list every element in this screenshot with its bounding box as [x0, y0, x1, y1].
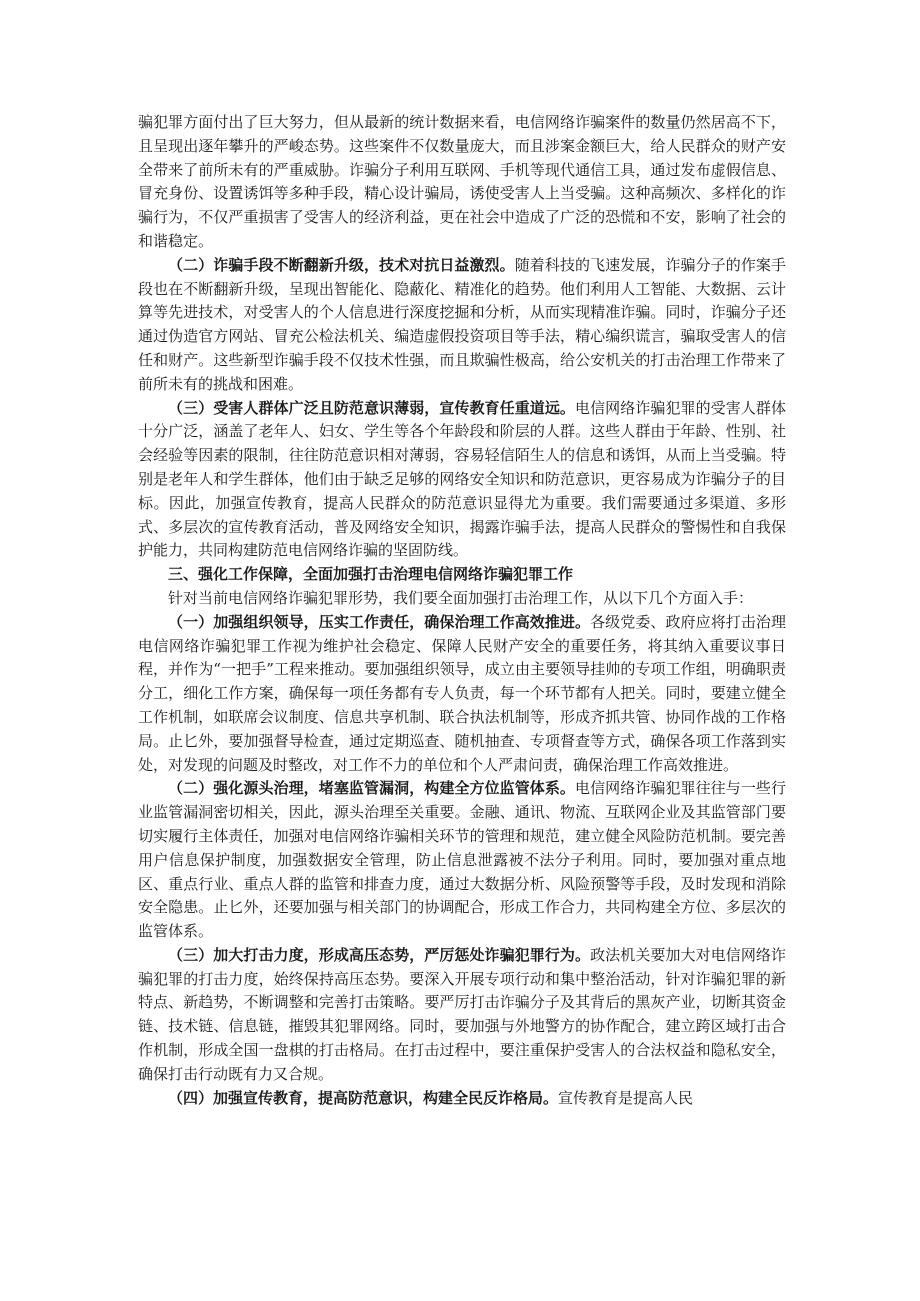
section-heading-3: 三、强化工作保障，全面加强打击治理电信网络诈骗犯罪工作: [168, 565, 574, 584]
paragraph-crackdown: [138, 944, 786, 1087]
paragraph-victims: [138, 397, 786, 564]
paragraph-text: 政法机关要加大对电信网络诈骗犯罪的打击力度，始终保持高压态势。要深入开展专项行动和集中整治活动，针对诈骗犯罪的新特点、新趋势，不断调整和完善打击策略。要严厉打击诈骗分子及其背后的黑灰产业，切断其资金链、技术链、信息链，摧毁其犯罪网络。同时，要加强与外地警方的协作配合，建立跨区域打击合作机制，形成全国一盘棋的打击格局。在打击过程中，要注重保护受害人的合法权益和隐私安全，确保打击行动既有力又合规。: [138, 945, 786, 1083]
paragraph-text: 宣传教育是提高人民: [558, 1088, 694, 1107]
subheading-victims: （三）受害人群体广泛且防范意识薄弱，宣传教育任重道远。: [168, 398, 576, 417]
paragraph-organization: [138, 611, 786, 778]
subheading-education: （四）加强宣传教育，提高防范意识，构建全民反诈格局。: [168, 1088, 559, 1107]
subheading-crackdown: （三）加大打击力度，形成高压态势，严厉惩处诈骗犯罪行为。: [168, 945, 591, 964]
subheading-source-governance: （二）强化源头治理，堵塞监管漏洞，构建全方位监管体系。: [168, 779, 576, 798]
paragraph-education: [138, 1087, 786, 1111]
paragraph-text: 随着科技的飞速发展，诈骗分子的作案手段也在不断翻新升级，呈现出智能化、隐蔽化、精准化的趋势。他们利用人工智能、大数据、云计算等先进技术，对受害人的个人信息进行深度挖掘和分析，从而实现精准诈骗。同时，诈骗分子还通过伪造官方网站、冒充公检法机关、编造虚假投资项目等手法，精心编织谎言，骗取受害人的信任和财产。这些新型诈骗手段不仅技术性强，而且欺骗性极高，给公安机关的打击治理工作带来了前所未有的挑战和困难。: [138, 255, 786, 393]
subheading-organization: （一）加强组织领导，压实工作责任，确保治理工作高效推进。: [168, 612, 591, 631]
paragraph-intro: 针对当前电信网络诈骗犯罪形势，我们要全面加强打击治理工作，从以下几个方面入手：: [168, 588, 754, 607]
paragraph-text: 各级党委、政府应将打击治理电信网络诈骗犯罪工作视为维护社会稳定、保障人民财产安全的重要任务，将其纳入重要议事日程，并作为“一把手”工程来推动。要加强组织领导，成立由主要领导挂帅的专项工作组，明确职责分工，细化工作方案，确保每一项任务都有专人负责，每一个环节都有人把关。同时，要建立健全工作机制，如联席会议制度、信息共享机制、联合执法机制等，形成齐抓共管、协同作战的工作格局。止匕外，要加强督导检查，通过定期巡查、随机抽查、专项督查等方式，确保各项工作落到实处，对发现的问题及时整改，对工作不力的单位和个人严肃问责，确保治理工作高效推进。: [138, 612, 786, 774]
subheading-fraud-methods: （二）诈骗手段不断翻新升级，技术对抗日益激烈。: [168, 255, 515, 274]
paragraph-fraud-methods: [138, 254, 786, 397]
paragraph-text: 电信网络诈骗犯罪的受害人群体十分广泛，涵盖了老年人、妇女、学生等各个年龄段和阶层的人群。这些人群由于年龄、性别、社会经验等因素的限制，往往防范意识相对薄弱，容易轻信陌生人的信息和诱饵，从而上当受骗。特别是老年人和学生群体，他们由于缺乏足够的网络安全知识和防范意识，更容易成为诈骗分子的目标。因此，加强宣传教育，提高人民群众的防范意识显得尤为重要。我们需要通过多渠道、多形式、多层次的宣传教育活动，普及网络安全知识，揭露诈骗手法，提高人民群众的警惕性和自我保护能力，共同构建防范电信网络诈骗的坚固防线。: [138, 398, 786, 560]
document-body: [138, 111, 786, 1110]
paragraph-text: 电信网络诈骗犯罪往往与一些行业监管漏洞密切相关，因此，源头治理至关重要。金融、通讯、物流、互联网企业及其监管部门要切实履行主体责任，加强对电信网络诈骗相关环节的管理和规范，建立健全风险防范机制。要完善用户信息保护制度，加强数据安全管理，防止信息泄露被不法分子利用。同时，要加强对重点地区、重点行业、重点人群的监管和排查力度，通过大数据分析、风险预警等手段，及时发现和消除安全隐患。止匕外，还要加强与相关部门的协调配合，形成工作合力，共同构建全方位、多层次的监管体系。: [138, 779, 786, 941]
paragraph-source-governance: [138, 777, 786, 944]
paragraph-continuation: 骗犯罪方面付出了巨大努力，但从最新的统计数据来看，电信网络诈骗案件的数量仍然居高不下，且呈现出逐年攀升的严峻态势。这些案件不仅数量庞大，而且涉案金额巨大，给人民群众的财产安全带来了前所未有的严重威胁。诈骗分子利用互联网、手机等现代通信工具，通过发布虚假信息、冒充身份、设置诱饵等多种手段，精心设计骗局，诱使受害人上当受骗。这种高频次、多样化的诈骗行为，不仅严重损害了受害人的经济利益，更在社会中造成了广泛的恐慌和不安，影响了社会的和谐稳定。: [138, 113, 786, 250]
